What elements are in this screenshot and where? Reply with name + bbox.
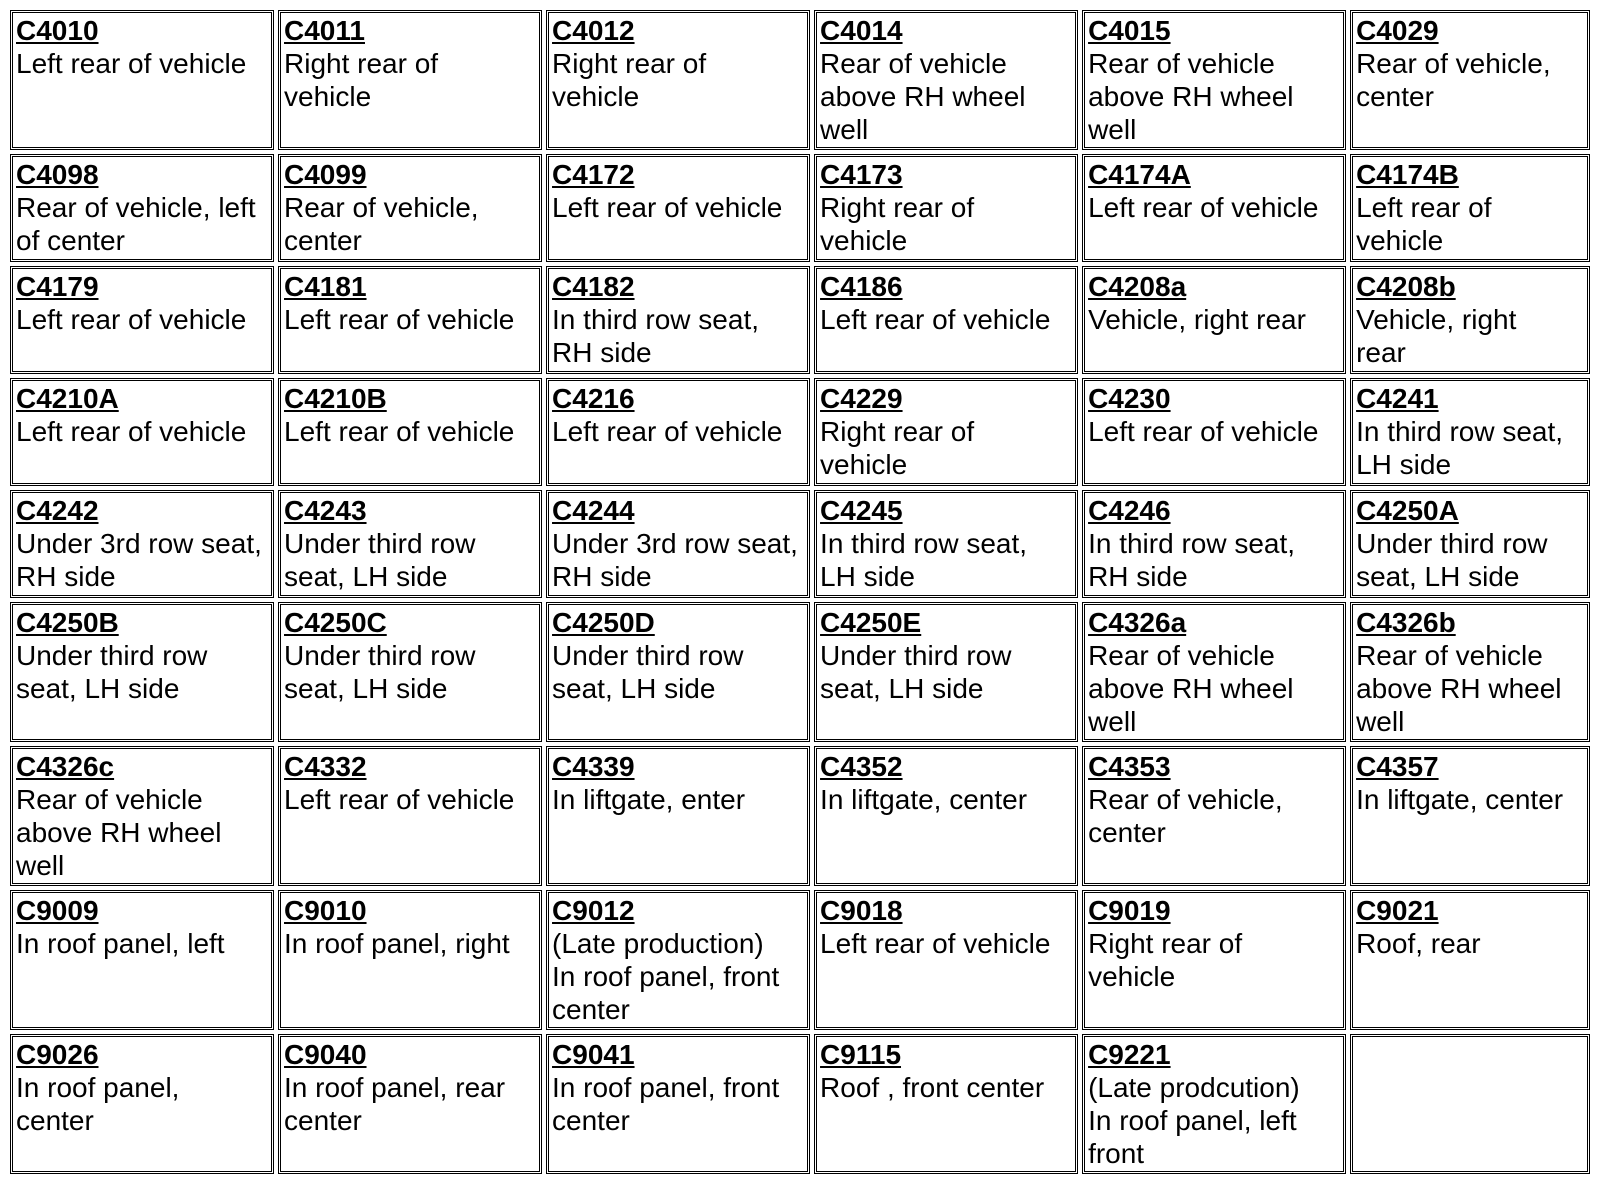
connector-code: C4352 (820, 751, 903, 782)
connector-cell (814, 746, 1078, 886)
connector-code: C4208b (1356, 271, 1456, 302)
connector-cell (278, 1034, 542, 1174)
connector-location: In third row seat, RH side (552, 304, 760, 368)
connector-location: Roof , front center (820, 1072, 1045, 1103)
connector-location: In roof panel, center (16, 1072, 180, 1136)
connector-cell (278, 602, 542, 742)
connector-location: Rear of vehicle above RH wheel well (1088, 640, 1294, 737)
connector-code: C4012 (552, 15, 635, 46)
connector-code: C4099 (284, 159, 367, 190)
connector-location: In roof panel, front center (552, 1072, 780, 1136)
connector-location: Under third row seat, LH side (284, 640, 476, 704)
connector-cell (278, 378, 542, 486)
connector-cell (278, 746, 542, 886)
connector-cell (546, 890, 810, 1030)
connector-cell (1082, 890, 1346, 1030)
connector-code: C9009 (16, 895, 99, 926)
connector-location: Roof, rear (1356, 928, 1481, 959)
connector-code: C4011 (284, 15, 365, 46)
connector-cell (814, 378, 1078, 486)
table-row (10, 746, 1590, 886)
connector-location: Rear of vehicle above RH wheel well (1088, 48, 1294, 145)
connector-code: C4230 (1088, 383, 1171, 414)
connector-location: In liftgate, center (820, 784, 1028, 815)
connector-cell (814, 890, 1078, 1030)
connector-code: C9026 (16, 1039, 99, 1070)
connector-location: Left rear of vehicle (552, 416, 783, 447)
connector-code: C4357 (1356, 751, 1439, 782)
connector-location: Rear of vehicle above RH wheel well (820, 48, 1026, 145)
connector-code: C4210A (16, 383, 119, 414)
connector-cell (1350, 154, 1590, 262)
connector-location: Left rear of vehicle (820, 928, 1051, 959)
connector-location: (Late prodcution) In roof panel, left front (1088, 1072, 1300, 1169)
connector-cell (1082, 10, 1346, 150)
connector-cell (10, 746, 274, 886)
table-row (10, 602, 1590, 742)
connector-cell (10, 378, 274, 486)
connector-code: C4326b (1356, 607, 1456, 638)
connector-cell (546, 1034, 810, 1174)
table-row (10, 10, 1590, 150)
connector-code: C4326a (1088, 607, 1187, 638)
connector-cell (10, 10, 274, 150)
connector-cell (1082, 154, 1346, 262)
connector-location: Rear of vehicle, left of center (16, 192, 256, 256)
connector-code: C4246 (1088, 495, 1171, 526)
connector-cell (814, 10, 1078, 150)
table-row (10, 378, 1590, 486)
connector-code: C9021 (1356, 895, 1439, 926)
connector-location: Right rear of vehicle (552, 48, 707, 112)
connector-location: In roof panel, right (284, 928, 510, 959)
connector-cell (1082, 1034, 1346, 1174)
connector-location: Under third row seat, LH side (16, 640, 208, 704)
connector-location: Rear of vehicle, center (1088, 784, 1283, 848)
connector-cell (814, 490, 1078, 598)
connector-code: C4210B (284, 383, 387, 414)
connector-cell (814, 266, 1078, 374)
connector-cell (278, 154, 542, 262)
connector-location: Left rear of vehicle (1088, 192, 1319, 223)
connector-code: C4243 (284, 495, 367, 526)
connector-code: C4353 (1088, 751, 1171, 782)
connector-location: Left rear of vehicle (284, 784, 515, 815)
connector-cell (1350, 890, 1590, 1030)
table-row (10, 1034, 1590, 1174)
connector-code: C9041 (552, 1039, 635, 1070)
connector-code: C9018 (820, 895, 903, 926)
connector-cell (10, 890, 274, 1030)
connector-location: Under third row seat, LH side (284, 528, 476, 592)
connector-location: Right rear of vehicle (820, 192, 975, 256)
connector-location: Rear of vehicle above RH wheel well (16, 784, 222, 881)
connector-location: Under third row seat, LH side (552, 640, 744, 704)
connector-code: C4244 (552, 495, 635, 526)
connector-cell (1350, 266, 1590, 374)
connector-cell (546, 10, 810, 150)
connector-code: C4174A (1088, 159, 1191, 190)
connector-cell (1350, 490, 1590, 598)
connector-cell (814, 1034, 1078, 1174)
connector-location: Left rear of vehicle (1088, 416, 1319, 447)
connector-location: Left rear of vehicle (820, 304, 1051, 335)
connector-location: In roof panel, rear center (284, 1072, 506, 1136)
connector-cell (1082, 746, 1346, 886)
connector-location: Rear of vehicle above RH wheel well (1356, 640, 1562, 737)
connector-cell (1350, 746, 1590, 886)
connector-code: C4186 (820, 271, 903, 302)
connector-code: C4250D (552, 607, 655, 638)
connector-location: Left rear of vehicle (16, 48, 247, 79)
connector-location: Rear of vehicle, center (284, 192, 479, 256)
connector-code: C4174B (1356, 159, 1459, 190)
connector-code: C4332 (284, 751, 367, 782)
connector-cell (1082, 602, 1346, 742)
connector-cell (10, 602, 274, 742)
connector-location: In liftgate, enter (552, 784, 746, 815)
connector-code: C4216 (552, 383, 635, 414)
connector-location: In roof panel, left (16, 928, 225, 959)
connector-location: (Late production) In roof panel, front center (552, 928, 780, 1025)
connector-cell (814, 602, 1078, 742)
connector-code: C4182 (552, 271, 635, 302)
connector-location: Left rear of vehicle (1356, 192, 1492, 256)
connector-code: C4242 (16, 495, 99, 526)
connector-location: In third row seat, LH side (1356, 416, 1564, 480)
connector-code: C4229 (820, 383, 903, 414)
connector-cell (1082, 266, 1346, 374)
connector-cell (1082, 490, 1346, 598)
connector-location: In third row seat, RH side (1088, 528, 1296, 592)
connector-location: Under 3rd row seat, RH side (552, 528, 798, 592)
connector-cell (546, 490, 810, 598)
connector-location: Left rear of vehicle (16, 416, 247, 447)
connector-cell (1350, 602, 1590, 742)
connector-code: C9115 (820, 1039, 902, 1070)
connector-cell (10, 490, 274, 598)
connector-code: C9040 (284, 1039, 367, 1070)
connector-cell (546, 746, 810, 886)
table-row (10, 266, 1590, 374)
connector-location: Under third row seat, LH side (820, 640, 1012, 704)
connector-cell (546, 266, 810, 374)
connector-cell (1350, 1034, 1590, 1174)
connector-cell (546, 602, 810, 742)
connector-code: C4014 (820, 15, 903, 46)
connector-code: C9221 (1088, 1039, 1171, 1070)
connector-cell (10, 1034, 274, 1174)
connector-cell (278, 890, 542, 1030)
connector-code: C4181 (284, 271, 367, 302)
connector-code: C4245 (820, 495, 903, 526)
table-row (10, 154, 1590, 262)
connector-code: C4173 (820, 159, 903, 190)
connector-location: In third row seat, LH side (820, 528, 1028, 592)
connector-code: C4172 (552, 159, 635, 190)
connector-location: Left rear of vehicle (16, 304, 247, 335)
connector-location: Vehicle, right rear (1356, 304, 1517, 368)
connector-location: Left rear of vehicle (284, 304, 515, 335)
connector-code: C4098 (16, 159, 99, 190)
connector-code: C9019 (1088, 895, 1171, 926)
connector-code: C4250A (1356, 495, 1459, 526)
connector-code: C4015 (1088, 15, 1171, 46)
connector-code: C4029 (1356, 15, 1439, 46)
connector-location: Right rear of vehicle (820, 416, 975, 480)
connector-code: C9010 (284, 895, 367, 926)
connector-cell (10, 154, 274, 262)
connector-code: C9012 (552, 895, 635, 926)
connector-cell (814, 154, 1078, 262)
connector-code: C4339 (552, 751, 635, 782)
connector-code: C4179 (16, 271, 99, 302)
connector-location-table (6, 6, 1594, 1178)
connector-cell (1350, 10, 1590, 150)
connector-code: C4250C (284, 607, 387, 638)
connector-location: Right rear of vehicle (284, 48, 439, 112)
connector-table-body (10, 10, 1590, 1174)
connector-code: C4250E (820, 607, 922, 638)
connector-cell (10, 266, 274, 374)
connector-cell (1082, 378, 1346, 486)
connector-location: Under third row seat, LH side (1356, 528, 1548, 592)
connector-location: Left rear of vehicle (284, 416, 515, 447)
connector-cell (278, 490, 542, 598)
connector-cell (278, 266, 542, 374)
connector-location: Left rear of vehicle (552, 192, 783, 223)
connector-code: C4010 (16, 15, 99, 46)
connector-location: Rear of vehicle, center (1356, 48, 1551, 112)
connector-code: C4326c (16, 751, 115, 782)
connector-location: Under 3rd row seat, RH side (16, 528, 262, 592)
connector-code: C4241 (1356, 383, 1439, 414)
connector-cell (278, 10, 542, 150)
table-row (10, 490, 1590, 598)
connector-location: Right rear of vehicle (1088, 928, 1243, 992)
table-row (10, 890, 1590, 1030)
connector-cell (546, 154, 810, 262)
connector-location: In liftgate, center (1356, 784, 1564, 815)
connector-cell (546, 378, 810, 486)
connector-code: C4250B (16, 607, 119, 638)
connector-cell (1350, 378, 1590, 486)
connector-location: Vehicle, right rear (1088, 304, 1306, 335)
connector-code: C4208a (1088, 271, 1187, 302)
